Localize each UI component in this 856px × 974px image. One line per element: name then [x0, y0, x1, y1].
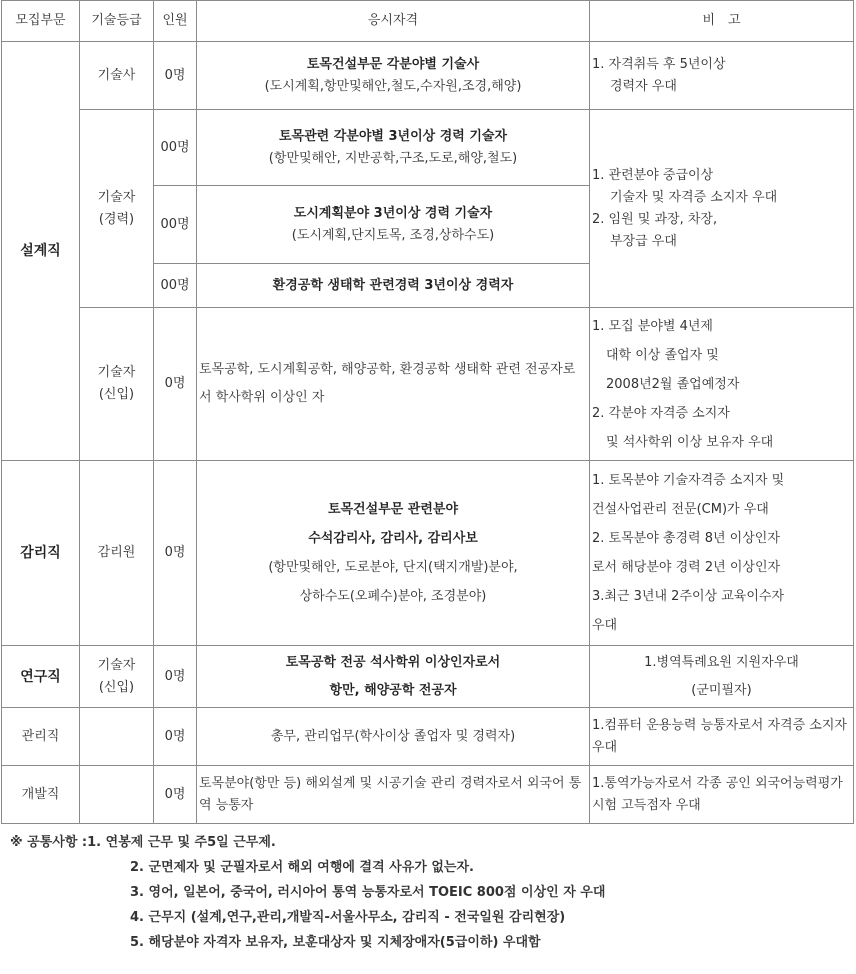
header-remark: 비 고: [590, 1, 854, 42]
note-line: 5. 해당분야 자격자 보유자, 보훈대상자 및 지체장애자(5급이하) 우대함: [130, 935, 541, 950]
grade-cell: [80, 308, 154, 461]
remark-line: 1.병역특례요원 지원자우대: [644, 654, 799, 670]
count-cell: 00명: [154, 186, 197, 264]
table-row: [2, 42, 854, 110]
table-header-row: [2, 1, 854, 42]
qualification-cell: 환경공학 생태학 관련경력 3년이상 경력자: [197, 264, 590, 308]
qualification-cell: [197, 42, 590, 110]
remark-line: 2. 토목분야 총경력 8년 이상인자: [592, 531, 780, 546]
table-row: [2, 766, 854, 824]
count-cell: 0명: [154, 461, 197, 646]
qual-title: 항만, 해양공학 전공자: [329, 682, 457, 698]
qualification-cell: [197, 646, 590, 708]
remark-line: 2008년2월 졸업예정자: [606, 376, 740, 392]
grade-cell: [80, 110, 154, 308]
dept-research: 연구직: [2, 646, 80, 708]
qual-sub: (항만및해안, 도로분야, 단지(택지개발)분야,: [268, 560, 518, 575]
count-cell: 00명: [154, 264, 197, 308]
note-line: 4. 근무지 (설계,연구,관리,개발직-서울사무소, 감리직 - 전국일원 감리현장): [130, 910, 566, 925]
recruitment-table: [1, 0, 854, 824]
remark-cell: 1.컴퓨터 운용능력 능통자로서 자격증 소지자 우대: [590, 708, 854, 766]
count-cell: 0명: [154, 646, 197, 708]
table-row: [2, 308, 854, 461]
header-count: 인원: [154, 1, 197, 42]
remark-cell: [590, 42, 854, 110]
qual-sub: (도시계획,항만및해안,철도,수자원,조경,해양): [264, 78, 522, 94]
qualification-cell: [197, 186, 590, 264]
qualification-cell: 총무, 관리업무(학사이상 졸업자 및 경력자): [197, 708, 590, 766]
table-row: [2, 708, 854, 766]
common-notes: [10, 830, 856, 955]
count-cell: 0명: [154, 308, 197, 461]
grade-line: 기술자: [97, 657, 136, 673]
qual-title: 도시계획분야 3년이상 경력 기술자: [293, 205, 493, 221]
remark-line: 2. 임원 및 과장, 차장,: [592, 211, 718, 227]
dept-design: 설계직: [2, 42, 80, 461]
dept-supervision: 감리직: [2, 461, 80, 646]
header-qualification: 응시자격: [197, 1, 590, 42]
header-dept: 모집부문: [2, 1, 80, 42]
qualification-cell: [197, 110, 590, 186]
remark-line: 1. 토목분야 기술자격증 소지자 및: [592, 473, 785, 488]
qual-sub: (항만및해안, 지반공학,구조,도로,해양,철도): [268, 150, 518, 166]
count-cell: 0명: [154, 42, 197, 110]
header-grade: 기술등급: [80, 1, 154, 42]
grade-line: 기술자: [97, 189, 136, 205]
count-cell: 0명: [154, 708, 197, 766]
qual-title: 토목건설부문 각분야별 기술사: [306, 56, 480, 72]
qual-title: 토목건설부문 관련분야: [327, 502, 459, 517]
remark-cell: [590, 646, 854, 708]
remark-line: 우대: [592, 618, 618, 633]
note-line: 3. 영어, 일본어, 중국어, 러시아어 통역 능통자로서 TOEIC 800점 이상인 자 우대: [130, 885, 606, 900]
remark-cell: 1.통역가능자로서 각종 공인 외국어능력평가 시험 고득점자 우대: [590, 766, 854, 824]
grade-line: (경력): [98, 211, 135, 227]
remark-line: 3.최근 3년내 2주이상 교육이수자: [592, 589, 785, 604]
qualification-cell: 토목분야(항만 등) 해외설계 및 시공기술 관리 경력자로서 외국어 통역 능통자: [197, 766, 590, 824]
table-row: [2, 110, 854, 186]
note-line: 2. 군면제자 및 군필자로서 해외 여행에 결격 사유가 없는자.: [130, 860, 474, 875]
remark-cell: [590, 308, 854, 461]
count-cell: 0명: [154, 766, 197, 824]
dept-admin: 관리직: [2, 708, 80, 766]
count-cell: 00명: [154, 110, 197, 186]
grade-cell: [80, 646, 154, 708]
remark-cell: [590, 461, 854, 646]
qual-title: 토목관련 각분야별 3년이상 경력 기술자: [278, 128, 508, 144]
remark-line: 1. 자격취득 후 5년이상: [592, 56, 726, 72]
grade-cell: [80, 708, 154, 766]
table-row: [2, 646, 854, 708]
dept-dev: 개발직: [2, 766, 80, 824]
remark-line: 경력자 우대: [610, 78, 677, 94]
grade-line: (신입): [98, 387, 135, 402]
remark-line: 건설사업관리 전문(CM)가 우대: [592, 502, 769, 517]
remark-line: 1. 모집 분야별 4년제: [592, 318, 713, 334]
remark-line: 1. 관련분야 중급이상: [592, 167, 714, 183]
note-line: ※ 공통사항 :1. 연봉제 근무 및 주5일 근무제.: [10, 835, 276, 850]
qual-sub: 상하수도(오폐수)분야, 조경분야): [299, 589, 487, 604]
grade-cell: 기술사: [80, 42, 154, 110]
grade-cell: [80, 766, 154, 824]
remark-line: (군미필자): [691, 682, 752, 698]
table-row: [2, 461, 854, 646]
remark-line: 기술자 및 자격증 소지자 우대: [610, 189, 778, 205]
grade-line: 기술자: [97, 365, 136, 380]
remark-line: 대학 이상 졸업자 및: [606, 347, 719, 363]
remark-line: 로서 해당분야 경력 2년 이상인자: [592, 560, 781, 575]
qual-title: 토목공학 전공 석사학위 이상인자로서: [285, 654, 501, 670]
remark-line: 2. 각분야 자격증 소지자: [592, 405, 730, 421]
qualification-cell: 토목공학, 도시계획공학, 해양공학, 환경공학 생태학 관련 전공자로서 학사학위 이상인 자: [197, 308, 590, 461]
grade-cell: 감리원: [80, 461, 154, 646]
qualification-cell: [197, 461, 590, 646]
remark-line: 부장급 우대: [610, 233, 677, 249]
qual-sub: (도시계획,단지토목, 조경,상하수도): [291, 227, 495, 243]
remark-cell: [590, 110, 854, 308]
qual-title: 수석감리사, 감리사, 감리사보: [308, 531, 478, 546]
remark-line: 및 석사학위 이상 보유자 우대: [606, 434, 774, 450]
grade-line: (신입): [98, 679, 135, 695]
